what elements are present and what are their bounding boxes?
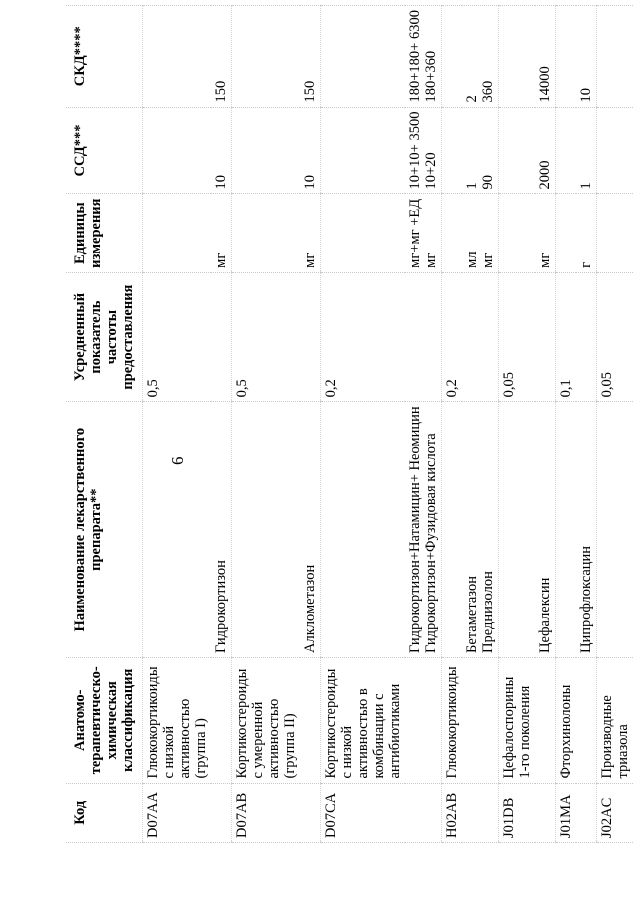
- cell-unit: [405, 194, 442, 272]
- cell-atc: [556, 657, 577, 783]
- cell-unit-text: мг+мг +ЕД: [407, 198, 423, 268]
- cell-frequency-text: 0,1: [558, 379, 574, 398]
- cell-unit-text: г: [578, 261, 594, 268]
- cell-atc: [442, 657, 463, 783]
- cell-frequency: [211, 272, 232, 402]
- header-frequency: Усредненный показатель частоты предоставления: [66, 272, 143, 402]
- cell-atc: [597, 657, 634, 783]
- cell-drug-name: [576, 402, 597, 658]
- cell-unit: [576, 194, 597, 272]
- cell-ssd: [321, 107, 406, 194]
- cell-ssd-text: 10: [302, 175, 318, 190]
- cell-skd: [211, 6, 232, 108]
- cell-unit: [232, 194, 301, 272]
- cell-code: [211, 783, 232, 842]
- cell-frequency: [442, 272, 463, 402]
- cell-skd-text: 10: [578, 88, 594, 103]
- cell-code-text: D07CA: [323, 792, 339, 838]
- cell-atc: [232, 657, 301, 783]
- cell-code: [143, 783, 212, 842]
- header-code: Код: [66, 783, 143, 842]
- table-body: [143, 6, 634, 843]
- cell-ssd: [576, 107, 597, 194]
- cell-skd: [576, 6, 597, 108]
- cell-atc: [499, 657, 536, 783]
- cell-unit-text: мг: [423, 252, 439, 268]
- cell-unit: [143, 194, 212, 272]
- cell-code: [232, 783, 301, 842]
- cell-code-text: D07AA: [145, 792, 161, 838]
- cell-atc-text: Кортикостероиды с умеренной активностью (группа II): [234, 668, 298, 779]
- cell-atc-text: Производные триазола: [599, 695, 631, 779]
- table-row: [321, 6, 406, 843]
- cell-ssd-text: 10+10+ 3500: [407, 111, 423, 190]
- table-row: [499, 6, 536, 843]
- header-skd: СКД****: [66, 6, 143, 108]
- cell-drug-name: [321, 402, 406, 658]
- table-row: [232, 6, 301, 843]
- cell-atc: [462, 657, 499, 783]
- cell-ssd: [300, 107, 321, 194]
- cell-drug-name-text: Цефалексин: [537, 577, 553, 653]
- cell-drug-name: [232, 402, 301, 658]
- table-row: [405, 6, 442, 843]
- table-row: [556, 6, 577, 843]
- cell-ssd: [143, 107, 212, 194]
- cell-frequency: [405, 272, 442, 402]
- header-unit: Единицы измерения: [66, 194, 143, 272]
- cell-code: [576, 783, 597, 842]
- cell-code-text: J01DB: [501, 797, 517, 838]
- cell-code-text: H02AB: [444, 792, 460, 838]
- cell-unit: [442, 194, 463, 272]
- cell-skd-text: 14000: [537, 66, 553, 103]
- cell-frequency: [143, 272, 212, 402]
- cell-frequency-text: 0,5: [145, 379, 161, 398]
- cell-ssd-text: 10: [213, 175, 229, 190]
- header-ssd: ССД***: [66, 107, 143, 194]
- cell-atc: [576, 657, 597, 783]
- cell-ssd-text: 90: [480, 175, 496, 190]
- cell-drug-name-text: Преднизолон: [480, 571, 496, 653]
- cell-ssd: [556, 107, 577, 194]
- cell-code: [405, 783, 442, 842]
- cell-skd: [462, 6, 499, 108]
- cell-skd: [556, 6, 577, 108]
- cell-frequency: [576, 272, 597, 402]
- cell-atc: [405, 657, 442, 783]
- cell-skd-text: 150: [213, 80, 229, 103]
- cell-drug-name-text: Алклометазон: [302, 564, 318, 653]
- cell-ssd-text: 2000: [537, 160, 553, 190]
- cell-skd: [405, 6, 442, 108]
- cell-skd-text: 360: [480, 80, 496, 103]
- cell-skd-text: 180+180+ 6300: [407, 10, 423, 103]
- cell-unit-text: мг: [537, 252, 553, 268]
- cell-drug-name: [442, 402, 463, 658]
- cell-drug-name-text: Ципрофлоксацин: [578, 545, 594, 653]
- medication-table: [66, 5, 633, 843]
- cell-frequency-text: 0,05: [501, 371, 517, 398]
- cell-skd: [300, 6, 321, 108]
- cell-skd-text: 150: [302, 80, 318, 103]
- cell-drug-name: [535, 402, 556, 658]
- cell-skd-text: 2: [464, 95, 480, 103]
- cell-skd: [232, 6, 301, 108]
- cell-drug-name: [405, 402, 442, 658]
- cell-unit: [462, 194, 499, 272]
- cell-ssd: [462, 107, 499, 194]
- cell-frequency: [462, 272, 499, 402]
- cell-ssd: [232, 107, 301, 194]
- cell-skd: [442, 6, 463, 108]
- table-row: [535, 6, 556, 843]
- cell-frequency-text: 0,05: [599, 371, 615, 398]
- cell-drug-name: [211, 402, 232, 658]
- cell-drug-name-text: Гидрокортизон+Фузидовая кислота: [423, 433, 439, 653]
- cell-drug-name: [499, 402, 536, 658]
- cell-drug-name-text: Гидрокортизон+Натамицин+ Неомицин: [407, 406, 423, 653]
- cell-code: [556, 783, 577, 842]
- table-row: [211, 6, 232, 843]
- cell-drug-name-text: Бетаметазон: [464, 576, 480, 653]
- cell-skd: [499, 6, 536, 108]
- cell-ssd: [499, 107, 536, 194]
- cell-skd: [597, 6, 634, 108]
- cell-unit-text: мг: [213, 252, 229, 268]
- cell-code: [499, 783, 536, 842]
- cell-atc-text: Фторхинолоны: [558, 684, 574, 779]
- cell-skd: [535, 6, 556, 108]
- cell-atc: [143, 657, 212, 783]
- cell-unit-text: мг: [302, 252, 318, 268]
- cell-frequency-text: 0,2: [323, 379, 339, 398]
- table-row: [597, 6, 634, 843]
- cell-ssd-text: 1: [578, 182, 594, 190]
- cell-code: [442, 783, 463, 842]
- cell-code: [597, 783, 634, 842]
- cell-code-text: J02AC: [599, 797, 615, 838]
- cell-unit: [535, 194, 556, 272]
- cell-ssd: [535, 107, 556, 194]
- cell-drug-name: [300, 402, 321, 658]
- cell-frequency: [300, 272, 321, 402]
- cell-frequency: [499, 272, 536, 402]
- cell-ssd-text: 1: [464, 182, 480, 190]
- cell-unit-text: мл: [464, 251, 480, 268]
- cell-ssd: [405, 107, 442, 194]
- cell-drug-name: [462, 402, 499, 658]
- cell-ssd: [597, 107, 634, 194]
- cell-ssd-text: 10+20: [423, 152, 439, 190]
- cell-frequency: [556, 272, 577, 402]
- cell-atc-text: Цефалоспорины 1-го поколения: [501, 676, 533, 779]
- cell-atc-text: Глюкокортикоиды с низкой активностью (группа I): [145, 666, 209, 779]
- cell-frequency-text: 0,2: [444, 379, 460, 398]
- cell-unit: [321, 194, 406, 272]
- header-drug-name: Наименование лекарственного препарата**: [66, 402, 143, 658]
- page-number: 6: [168, 456, 187, 465]
- cell-code: [535, 783, 556, 842]
- cell-atc: [211, 657, 232, 783]
- cell-drug-name: [556, 402, 577, 658]
- cell-unit: [499, 194, 536, 272]
- table-row: [143, 6, 212, 843]
- cell-drug-name-text: Гидрокортизон: [213, 560, 229, 653]
- cell-code: [300, 783, 321, 842]
- cell-frequency: [535, 272, 556, 402]
- cell-code-text: J01MA: [558, 794, 574, 838]
- cell-skd: [321, 6, 406, 108]
- cell-unit: [300, 194, 321, 272]
- cell-drug-name: [143, 402, 212, 658]
- cell-ssd: [211, 107, 232, 194]
- cell-unit: [556, 194, 577, 272]
- table-row: [462, 6, 499, 843]
- header-atc: Анатомо-терапевтическо-химическая классификация: [66, 657, 143, 783]
- cell-code: [462, 783, 499, 842]
- cell-skd-text: 180+360: [423, 50, 439, 103]
- cell-drug-name: [597, 402, 634, 658]
- cell-frequency: [321, 272, 406, 402]
- table-header: [66, 6, 143, 843]
- cell-unit: [597, 194, 634, 272]
- cell-unit-text: мг: [480, 252, 496, 268]
- cell-atc-text: Кортикостероиды с низкой активностью в комбинации с антибиотиками: [323, 668, 403, 779]
- cell-atc: [300, 657, 321, 783]
- cell-atc-text: Глюкокортикоиды: [444, 666, 460, 779]
- table-row: [576, 6, 597, 843]
- cell-atc: [535, 657, 556, 783]
- table-row: [442, 6, 463, 843]
- table-row: [300, 6, 321, 843]
- cell-skd: [143, 6, 212, 108]
- cell-unit: [211, 194, 232, 272]
- cell-ssd: [442, 107, 463, 194]
- cell-code: [321, 783, 406, 842]
- cell-frequency-text: 0,5: [234, 379, 250, 398]
- cell-code-text: D07AB: [234, 792, 250, 838]
- cell-atc: [321, 657, 406, 783]
- cell-frequency: [597, 272, 634, 402]
- cell-frequency: [232, 272, 301, 402]
